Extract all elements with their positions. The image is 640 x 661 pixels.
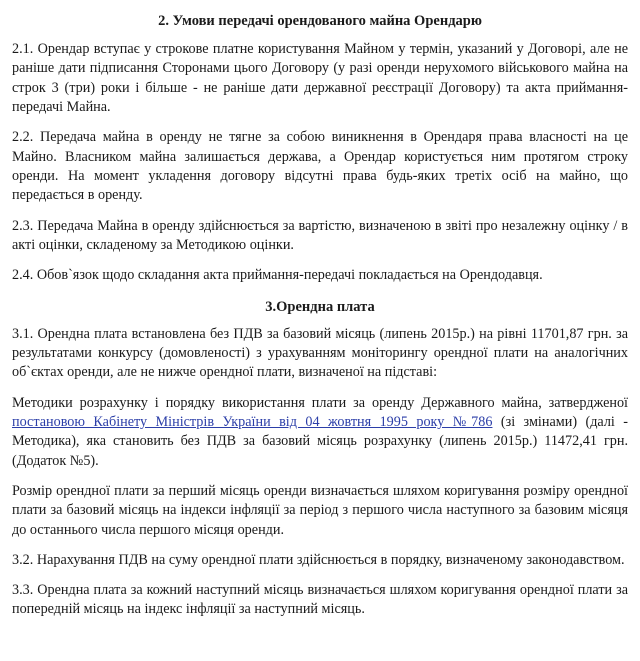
resolution-link[interactable]: постановою Кабінету Міністрів України від 04 жовтня 1995 року №786	[12, 413, 493, 430]
paragraph-3-3: 3.3. Орендна плата за кожний наступний місяць визначається шляхом коригування орендної плати за попередній місяць на індекс інфляції за наступний місяць.	[12, 582, 628, 618]
paragraph-3-1: 3.1. Орендна плата встановлена без ПДВ за базовий місяць (липень 2015р.) на рівні 11701,87 грн. за результатами конкурсу (домовленості) з урахуванням моніторингу орендної плати на аналогічних об`єктах оренди, але не нижче орендної плати, визначеної на підставі:	[12, 325, 628, 381]
methodology-text-before: Методики розрахунку і порядку використання плати за оренду Державного майна, затвердженої	[12, 394, 628, 411]
section-heading-2: 2. Умови передачі орендованого майна Орендарю	[158, 13, 482, 29]
paragraph-2-3: 2.3. Передача Майна в оренду здійснюється за вартістю, визначеною в звіті про незалежну оцінку / в акті оцінки, складеному за Методикою оцінки.	[12, 217, 628, 253]
methodology-text-after: (зі змінами) (далі - Методика), яка становить без ПДВ за базовий місяць розрахунку (липень 2015р.) 11472,41 грн. (Додаток №5).	[12, 413, 629, 469]
paragraph-methodology	[12, 394, 628, 471]
paragraph-2-1: 2.1. Орендар вступає у строкове платне користування Майном у термін, указаний у Договорі, але не раніше дати підписання Сторонами цього Договору (у разі оренди нерухомого військового майна на строк 3 (три) роки і більше - не раніше дати державної реєстрації Договору) та акта приймання-передачі Майна.	[12, 41, 628, 116]
paragraph-3-2: 3.2. Нарахування ПДВ на суму орендної плати здійснюється в порядку, визначеному законодавством.	[12, 551, 625, 568]
section-heading-3: 3.Орендна плата	[265, 298, 375, 315]
paragraph-2-4: 2.4. Обов`язок щодо складання акта приймання-передачі покладається на Орендодавця.	[12, 267, 543, 284]
paragraph-first-month-rent: Розмір орендної плати за перший місяць оренди визначається шляхом коригування розміру орендної плати за базовий місяць на індекси інфляції за період з першого числа наступного за базовим місяця до останнього числа першого місяця оренди.	[12, 482, 628, 538]
paragraph-2-2: 2.2. Передача майна в оренду не тягне за собою виникнення в Орендаря права власності на це Майно. Власником майна залишається держава, а Орендар користується ним протягом строку оренди. На момент укладення договору відсутні права будь-яких третіх осіб на майно, що передається в оренду.	[12, 129, 628, 204]
